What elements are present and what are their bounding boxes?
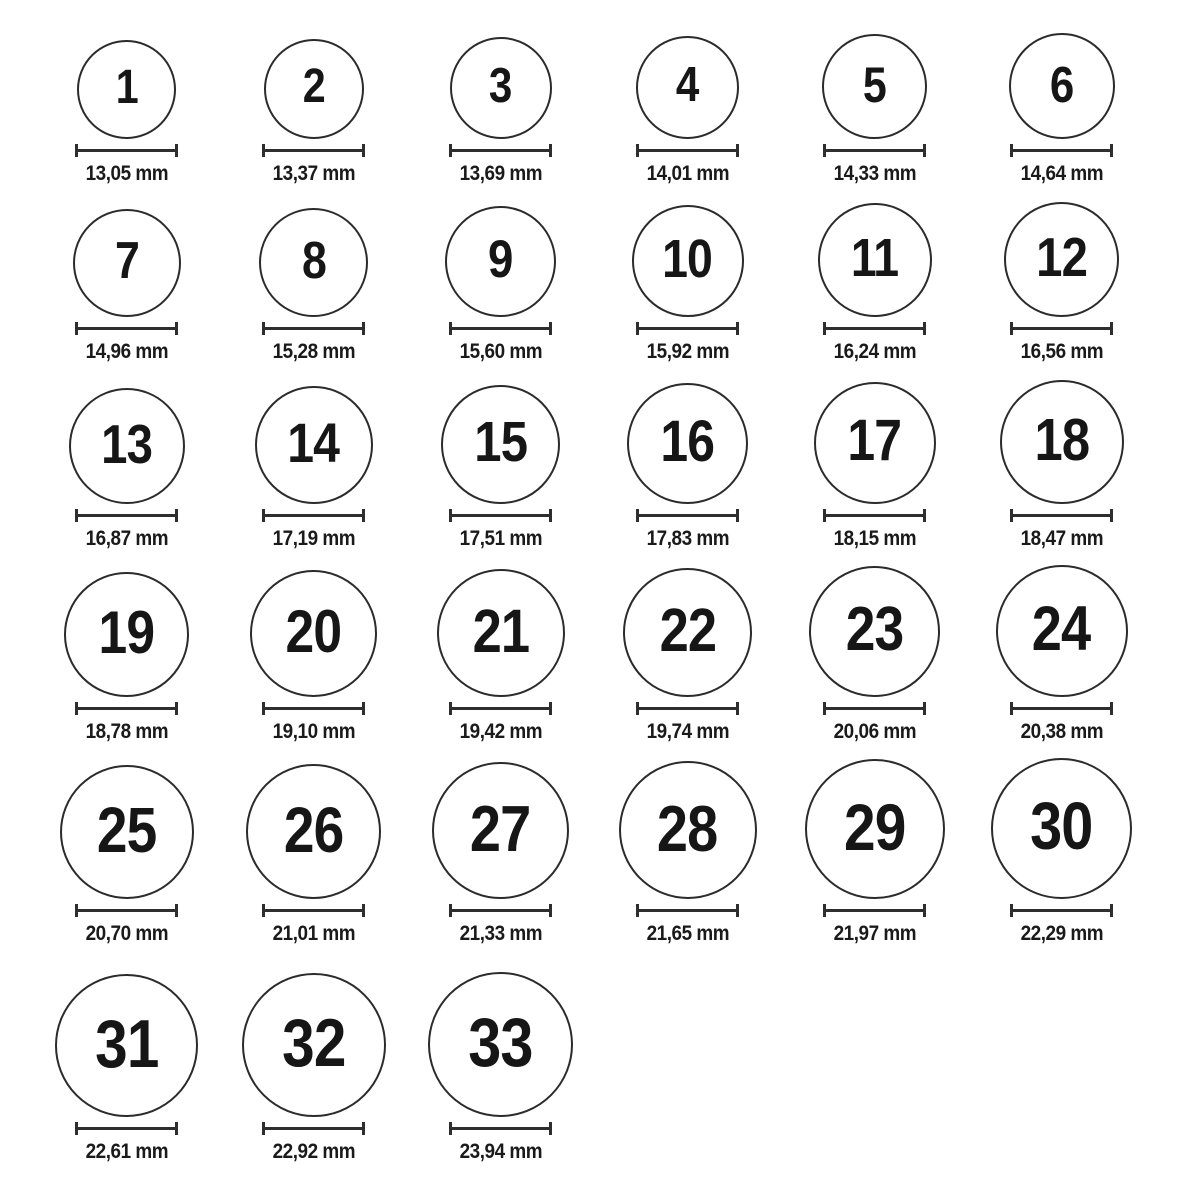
ring-circle [632, 205, 744, 317]
measure-line-bar [638, 149, 737, 152]
measure-line-bar [1012, 514, 1111, 517]
measure-tick-right-icon [1110, 509, 1113, 522]
ring-number: 30 [1030, 789, 1093, 864]
ring-size-cell [594, 550, 781, 743]
ring-size-cell [33, 363, 220, 550]
diameter-label: 18,47 mm [1020, 527, 1103, 550]
ring-circle [73, 209, 181, 317]
ring-size-cell [220, 945, 407, 1163]
ring-size-cell [407, 550, 594, 743]
diameter-label: 19,42 mm [459, 720, 542, 743]
ring-number: 17 [847, 408, 902, 473]
diameter-measure-line [636, 322, 739, 335]
ring-circle [246, 764, 381, 899]
ring-circle [255, 386, 373, 504]
ring-size-cell [407, 363, 594, 550]
ring-number: 14 [287, 411, 340, 474]
ring-circle [805, 759, 945, 899]
ring-number: 11 [850, 228, 899, 288]
diameter-measure-line [1010, 144, 1113, 157]
ring-circle [991, 758, 1132, 899]
ring-size-cell [968, 185, 1155, 363]
measure-line-bar [77, 909, 176, 912]
diameter-label: 17,83 mm [646, 527, 729, 550]
ring-circle [809, 566, 940, 697]
chart-row [33, 945, 1200, 1163]
diameter-label: 15,60 mm [459, 340, 542, 363]
ring-size-cell [33, 185, 220, 363]
ring-number: 13 [101, 412, 152, 475]
diameter-measure-line [75, 509, 178, 522]
ring-size-cell [33, 743, 220, 945]
measure-line-bar [77, 707, 176, 710]
measure-line-bar [1012, 707, 1111, 710]
diameter-measure-line [636, 702, 739, 715]
diameter-label: 18,78 mm [85, 720, 168, 743]
measure-tick-right-icon [549, 702, 552, 715]
ring-number: 24 [1032, 593, 1091, 664]
measure-line-bar [264, 514, 363, 517]
diameter-label: 20,70 mm [85, 922, 168, 945]
measure-line-bar [77, 149, 176, 152]
measure-line-bar [451, 514, 550, 517]
ring-size-cell [220, 550, 407, 743]
ring-number: 23 [845, 594, 904, 664]
ring-circle [623, 568, 752, 697]
diameter-label: 14,64 mm [1020, 162, 1103, 185]
ring-circle [818, 203, 932, 317]
measure-tick-right-icon [549, 1122, 552, 1135]
diameter-measure-line [823, 702, 926, 715]
measure-tick-right-icon [1110, 702, 1113, 715]
ring-circle [60, 765, 194, 899]
measure-tick-right-icon [549, 144, 552, 157]
ring-size-cell [594, 0, 781, 185]
measure-line-bar [638, 909, 737, 912]
ring-size-cell [781, 363, 968, 550]
diameter-measure-line [262, 144, 365, 157]
measure-tick-right-icon [175, 1122, 178, 1135]
diameter-measure-line [262, 904, 365, 917]
ring-number: 31 [94, 1005, 159, 1082]
ring-circle [441, 385, 560, 504]
ring-number: 8 [301, 231, 326, 290]
ring-size-cell [407, 743, 594, 945]
ring-size-cell [220, 743, 407, 945]
ring-number: 28 [657, 791, 718, 865]
measure-tick-right-icon [736, 702, 739, 715]
measure-tick-right-icon [362, 144, 365, 157]
ring-number: 16 [660, 408, 715, 474]
diameter-measure-line [262, 1122, 365, 1135]
measure-line-bar [77, 514, 176, 517]
ring-number: 21 [472, 596, 529, 665]
diameter-label: 13,05 mm [85, 162, 168, 185]
ring-circle [242, 973, 386, 1117]
measure-tick-right-icon [175, 322, 178, 335]
ring-size-cell [407, 0, 594, 185]
ring-size-cell [33, 945, 220, 1163]
diameter-label: 21,97 mm [833, 922, 916, 945]
measure-tick-right-icon [923, 322, 926, 335]
ring-circle [77, 40, 176, 139]
measure-tick-right-icon [362, 509, 365, 522]
measure-tick-right-icon [923, 509, 926, 522]
diameter-label: 16,24 mm [833, 340, 916, 363]
diameter-label: 15,28 mm [272, 340, 355, 363]
ring-circle [814, 382, 936, 504]
measure-tick-right-icon [362, 322, 365, 335]
measure-tick-right-icon [549, 322, 552, 335]
diameter-measure-line [262, 702, 365, 715]
measure-line-bar [1012, 149, 1111, 152]
ring-size-cell [220, 0, 407, 185]
diameter-measure-line [636, 904, 739, 917]
ring-number: 9 [488, 230, 513, 289]
ring-size-cell [220, 185, 407, 363]
measure-line-bar [451, 149, 550, 152]
diameter-label: 23,94 mm [459, 1140, 542, 1163]
diameter-measure-line [636, 144, 739, 157]
ring-number: 4 [676, 58, 699, 112]
diameter-label: 22,61 mm [85, 1140, 168, 1163]
measure-line-bar [825, 149, 924, 152]
diameter-measure-line [636, 509, 739, 522]
ring-number: 12 [1036, 226, 1087, 288]
ring-number: 20 [285, 597, 342, 665]
ring-number: 22 [659, 596, 716, 664]
measure-tick-right-icon [175, 904, 178, 917]
ring-size-cell [407, 185, 594, 363]
diameter-measure-line [1010, 322, 1113, 335]
measure-tick-right-icon [362, 702, 365, 715]
diameter-label: 21,65 mm [646, 922, 729, 945]
diameter-label: 16,87 mm [85, 527, 168, 550]
chart-row [33, 185, 1200, 363]
ring-circle [428, 972, 573, 1117]
ring-circle [250, 570, 377, 697]
measure-line-bar [825, 514, 924, 517]
ring-number: 32 [281, 1005, 346, 1081]
measure-tick-right-icon [1110, 322, 1113, 335]
measure-tick-right-icon [736, 509, 739, 522]
measure-line-bar [264, 149, 363, 152]
ring-circle [64, 572, 189, 697]
measure-line-bar [638, 707, 737, 710]
ring-circle [627, 383, 748, 504]
measure-tick-right-icon [175, 509, 178, 522]
measure-line-bar [264, 707, 363, 710]
diameter-measure-line [823, 322, 926, 335]
measure-line-bar [264, 909, 363, 912]
ring-circle [996, 565, 1128, 697]
measure-tick-right-icon [736, 904, 739, 917]
measure-line-bar [1012, 909, 1111, 912]
ring-number: 5 [862, 56, 887, 113]
diameter-label: 21,33 mm [459, 922, 542, 945]
diameter-measure-line [75, 904, 178, 917]
ring-size-cell [33, 550, 220, 743]
diameter-label: 14,01 mm [646, 162, 729, 185]
ring-number: 6 [1049, 55, 1074, 113]
ring-number: 29 [843, 790, 906, 864]
ring-circle [619, 761, 757, 899]
measure-tick-right-icon [923, 702, 926, 715]
ring-number: 1 [115, 60, 138, 114]
measure-line-bar [638, 514, 737, 517]
ring-size-cell [968, 0, 1155, 185]
measure-tick-right-icon [1110, 144, 1113, 157]
ring-size-cell [968, 363, 1155, 550]
ring-circle [264, 39, 364, 139]
diameter-label: 22,29 mm [1020, 922, 1103, 945]
diameter-measure-line [262, 322, 365, 335]
chart-row [33, 550, 1200, 743]
ring-circle [1009, 33, 1115, 139]
measure-tick-right-icon [923, 144, 926, 157]
diameter-measure-line [1010, 702, 1113, 715]
ring-number: 18 [1034, 406, 1089, 473]
measure-line-bar [825, 909, 924, 912]
diameter-measure-line [449, 904, 552, 917]
ring-size-cell [594, 363, 781, 550]
diameter-label: 22,92 mm [272, 1140, 355, 1163]
diameter-label: 13,37 mm [272, 162, 355, 185]
diameter-label: 15,92 mm [646, 340, 729, 363]
diameter-measure-line [449, 702, 552, 715]
ring-number: 3 [489, 58, 512, 113]
measure-tick-right-icon [175, 702, 178, 715]
ring-number: 10 [662, 229, 713, 289]
ring-number: 25 [96, 794, 157, 866]
diameter-measure-line [823, 904, 926, 917]
diameter-measure-line [823, 509, 926, 522]
measure-line-bar [451, 1127, 550, 1130]
ring-number: 26 [283, 793, 344, 866]
measure-line-bar [77, 327, 176, 330]
ring-size-cell [594, 743, 781, 945]
measure-line-bar [264, 327, 363, 330]
measure-line-bar [825, 707, 924, 710]
measure-line-bar [825, 327, 924, 330]
diameter-measure-line [1010, 509, 1113, 522]
ring-size-cell [407, 945, 594, 1163]
measure-line-bar [638, 327, 737, 330]
ring-number: 27 [470, 792, 531, 865]
ring-size-cell [781, 0, 968, 185]
diameter-label: 17,51 mm [459, 527, 542, 550]
diameter-measure-line [75, 702, 178, 715]
diameter-label: 18,15 mm [833, 527, 916, 550]
diameter-label: 14,33 mm [833, 162, 916, 185]
diameter-label: 20,06 mm [833, 720, 916, 743]
chart-row [33, 363, 1200, 550]
ring-number: 19 [98, 598, 155, 666]
diameter-label: 17,19 mm [272, 527, 355, 550]
ring-circle [445, 206, 556, 317]
diameter-label: 14,96 mm [85, 340, 168, 363]
ring-number: 7 [114, 232, 139, 290]
diameter-measure-line [262, 509, 365, 522]
measure-tick-right-icon [362, 1122, 365, 1135]
measure-line-bar [451, 909, 550, 912]
measure-line-bar [264, 1127, 363, 1130]
diameter-measure-line [449, 144, 552, 157]
ring-circle [432, 762, 569, 899]
diameter-label: 19,10 mm [272, 720, 355, 743]
ring-number: 33 [468, 1004, 533, 1081]
ring-circle [259, 208, 368, 317]
ring-size-cell [781, 185, 968, 363]
measure-tick-right-icon [549, 904, 552, 917]
diameter-measure-line [75, 1122, 178, 1135]
diameter-label: 21,01 mm [272, 922, 355, 945]
measure-tick-right-icon [923, 904, 926, 917]
ring-size-cell [968, 550, 1155, 743]
ring-circle [450, 37, 552, 139]
measure-line-bar [451, 707, 550, 710]
ring-circle [69, 388, 185, 504]
diameter-measure-line [449, 509, 552, 522]
diameter-label: 16,56 mm [1020, 340, 1103, 363]
measure-tick-right-icon [736, 144, 739, 157]
measure-tick-right-icon [362, 904, 365, 917]
diameter-measure-line [449, 322, 552, 335]
ring-size-cell [781, 743, 968, 945]
measure-tick-right-icon [1110, 904, 1113, 917]
ring-circle [437, 569, 565, 697]
ring-size-cell [33, 0, 220, 185]
diameter-measure-line [823, 144, 926, 157]
ring-number: 2 [302, 60, 325, 113]
measure-tick-right-icon [736, 322, 739, 335]
diameter-measure-line [449, 1122, 552, 1135]
diameter-measure-line [1010, 904, 1113, 917]
measure-line-bar [451, 327, 550, 330]
ring-size-cell [968, 743, 1155, 945]
ring-number: 15 [474, 410, 527, 474]
measure-tick-right-icon [549, 509, 552, 522]
ring-size-cell [220, 363, 407, 550]
ring-size-cell [781, 550, 968, 743]
ring-circle [1004, 202, 1119, 317]
measure-tick-right-icon [175, 144, 178, 157]
diameter-label: 19,74 mm [646, 720, 729, 743]
measure-line-bar [1012, 327, 1111, 330]
ring-circle [55, 974, 198, 1117]
ring-circle [822, 34, 927, 139]
diameter-measure-line [75, 322, 178, 335]
chart-row [33, 743, 1200, 945]
diameter-measure-line [75, 144, 178, 157]
measure-line-bar [77, 1127, 176, 1130]
ring-circle [636, 36, 739, 139]
diameter-label: 13,69 mm [459, 162, 542, 185]
ring-circle [1000, 380, 1124, 504]
ring-size-cell [594, 185, 781, 363]
diameter-label: 20,38 mm [1020, 720, 1103, 743]
chart-row [33, 0, 1200, 185]
